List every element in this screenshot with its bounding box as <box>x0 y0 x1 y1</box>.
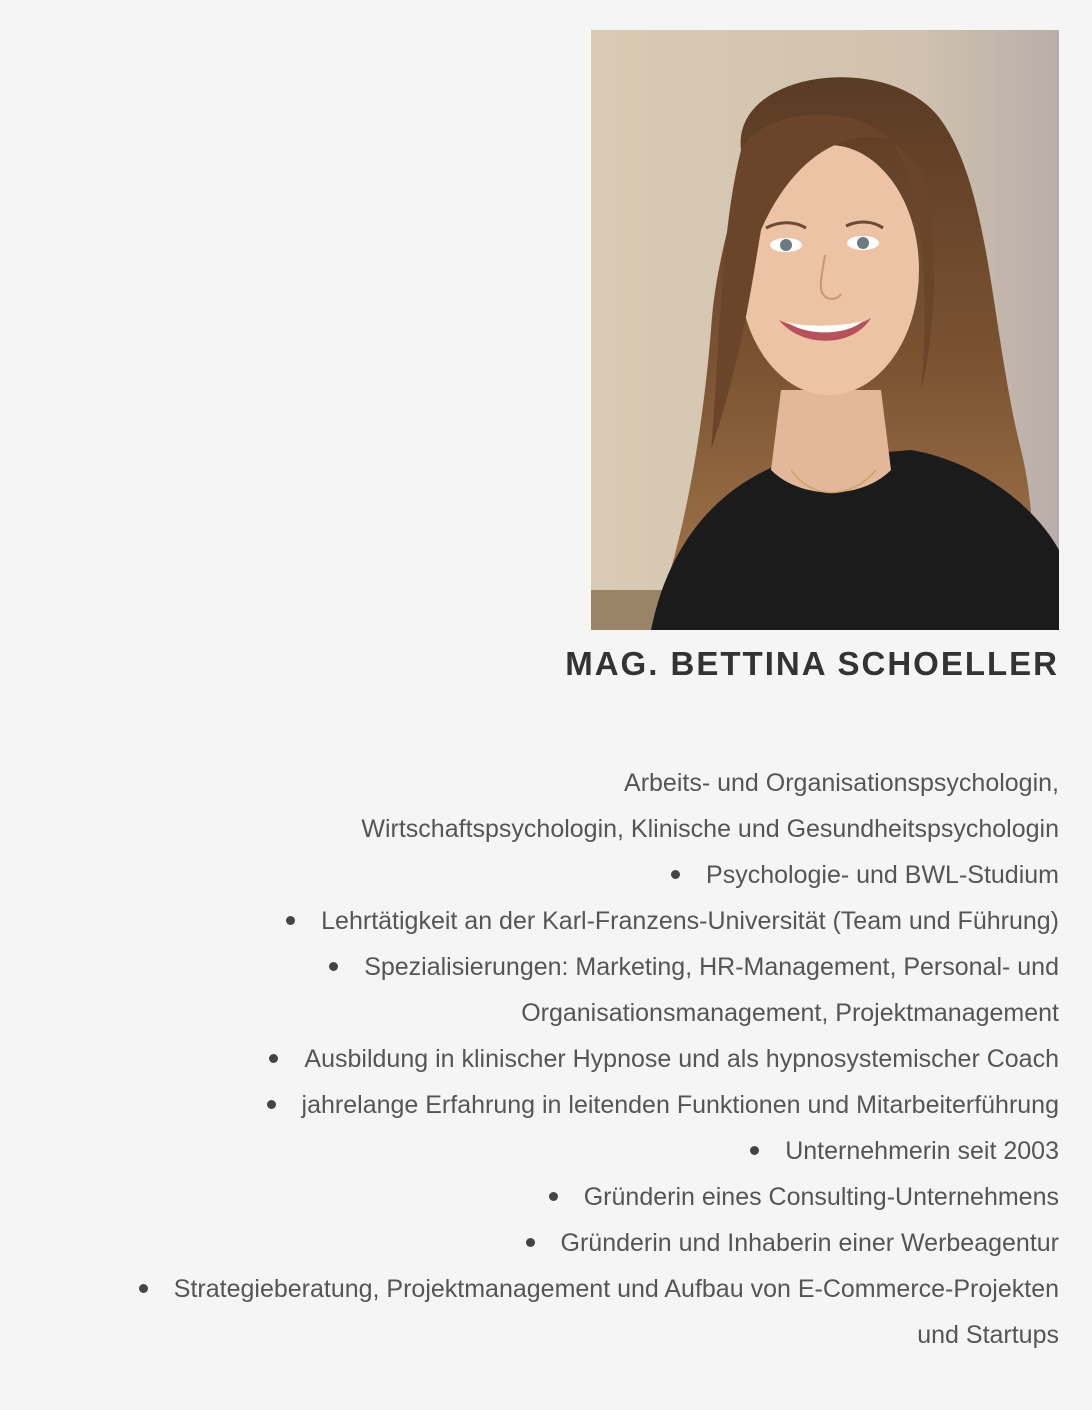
list-item-text: Gründerin und Inhaberin einer Werbeagentur <box>560 1229 1059 1257</box>
bullet-icon <box>269 1054 278 1063</box>
portrait-photo <box>591 30 1059 630</box>
list-item-continuation <box>19 990 1059 1036</box>
list-item <box>19 852 1059 898</box>
bullet-icon <box>286 916 295 925</box>
list-item <box>19 1128 1059 1174</box>
portrait-illustration <box>591 30 1059 630</box>
list-item <box>19 1036 1059 1082</box>
list-item <box>19 944 1059 990</box>
list-item-text: jahrelange Erfahrung in leitenden Funktionen und Mitarbeiterführung <box>301 1091 1059 1119</box>
bullet-icon <box>329 962 338 971</box>
job-title-line: Arbeits- und Organisationspsychologin, <box>624 769 1059 797</box>
job-title-line: Wirtschaftspsychologin, Klinische und Gesundheitspsychologin <box>361 815 1059 843</box>
list-item-text: Unternehmerin seit 2003 <box>785 1137 1059 1165</box>
bullet-icon <box>750 1146 759 1155</box>
bullet-icon <box>139 1284 148 1293</box>
qualifications-list <box>19 852 1059 1358</box>
list-item-text: und Startups <box>917 1321 1059 1349</box>
list-item <box>19 1220 1059 1266</box>
list-item-text: Gründerin eines Consulting-Unternehmens <box>583 1183 1059 1211</box>
list-item <box>19 898 1059 944</box>
list-item-text: Spezialisierungen: Marketing, HR-Management, Personal- und <box>364 953 1059 981</box>
bullet-icon <box>267 1100 276 1109</box>
person-name: MAG. BETTINA SCHOELLER <box>565 645 1059 682</box>
list-item-continuation <box>19 1312 1059 1358</box>
list-item-text: Ausbildung in klinischer Hypnose und als hypnosystemischer Coach <box>304 1045 1059 1073</box>
list-item <box>19 1174 1059 1220</box>
list-item-text: Strategieberatung, Projektmanagement und Aufbau von E-Commerce-Projekten <box>173 1275 1059 1303</box>
list-item-text: Lehrtätigkeit an der Karl-Franzens-Universität (Team und Führung) <box>321 907 1059 935</box>
bio-section <box>19 760 1059 1358</box>
list-item <box>19 1266 1059 1312</box>
list-item <box>19 1082 1059 1128</box>
bullet-icon <box>526 1238 535 1247</box>
list-item-text: Organisationsmanagement, Projektmanagement <box>521 999 1059 1027</box>
bullet-icon <box>549 1192 558 1201</box>
bullet-icon <box>671 870 680 879</box>
list-item-text: Psychologie- und BWL-Studium <box>706 861 1059 889</box>
